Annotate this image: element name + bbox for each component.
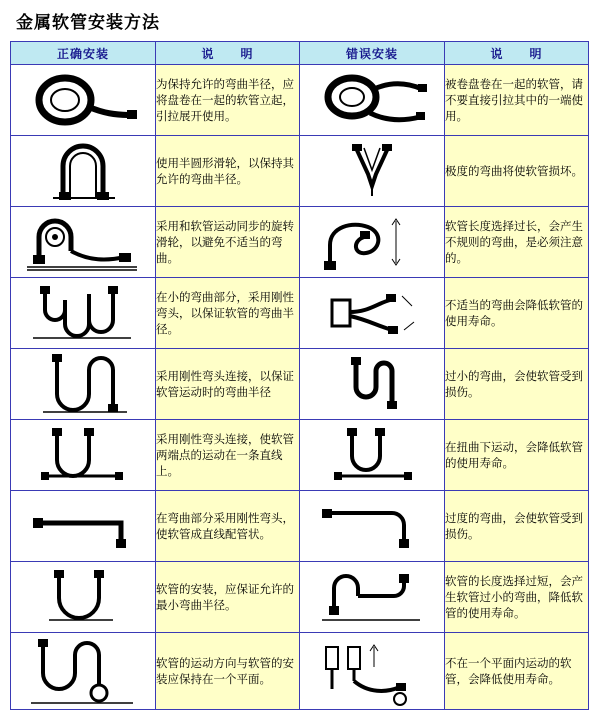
wrong-figure-cell xyxy=(300,278,445,349)
over-bending-figure xyxy=(308,499,436,553)
correct-figure-cell xyxy=(11,491,156,562)
wrong-description: 极度的弯曲将使软管损坏。 xyxy=(445,136,589,207)
table-row xyxy=(11,136,589,207)
installation-methods-table xyxy=(10,41,589,710)
wrong-description: 过度的弯曲，会使软管受到损伤。 xyxy=(445,491,589,562)
rigid-bend-small-radius-figure xyxy=(19,280,147,346)
table-row xyxy=(11,349,589,420)
header-correct-description: 说 明 xyxy=(156,42,300,65)
correct-figure-cell xyxy=(11,349,156,420)
wrong-figure-cell xyxy=(300,562,445,633)
header-wrong-description: 说 明 xyxy=(445,42,589,65)
rigid-elbow-connection-figure xyxy=(23,350,143,418)
header-wrong-installation: 错误安装 xyxy=(300,42,445,65)
semicircular-sheave-figure xyxy=(23,140,143,202)
wrong-description: 软管长度选择过长，会产生不规则的弯曲，是必须注意的。 xyxy=(445,207,589,278)
correct-figure-cell xyxy=(11,65,156,136)
correct-description: 在小的弯曲部分，采用刚性弯头，以保证软管的弯曲半径。 xyxy=(156,278,300,349)
twisting-motion-figure xyxy=(312,424,432,486)
correct-description: 采用刚性弯头连接，以保证软管运动时的弯曲半径 xyxy=(156,349,300,420)
correct-figure-cell xyxy=(11,207,156,278)
wrong-description: 过小的弯曲，会使软管受到损伤。 xyxy=(445,349,589,420)
wrong-figure-cell xyxy=(300,349,445,420)
coiled-hose-standing-figure xyxy=(23,69,143,131)
correct-description: 为保持允许的弯曲半径，应将盘卷在一起的软管立起，引拉展开使用。 xyxy=(156,65,300,136)
table-header-row xyxy=(11,42,589,65)
correct-description: 软管的安装，应保证允许的最小弯曲半径。 xyxy=(156,562,300,633)
table-row xyxy=(11,65,589,136)
wrong-figure-cell xyxy=(300,65,445,136)
table-row xyxy=(11,207,589,278)
too-small-bend-figure xyxy=(312,353,432,415)
table-row xyxy=(11,420,589,491)
correct-figure-cell xyxy=(11,420,156,491)
rigid-elbow-straight-line-figure xyxy=(23,424,143,486)
wrong-figure-cell xyxy=(300,491,445,562)
sharp-bend-hose-figure xyxy=(312,140,432,202)
wrong-figure-cell xyxy=(300,136,445,207)
minimum-bend-radius-install-figure xyxy=(23,566,143,628)
too-long-hose-small-bend-figure xyxy=(308,566,436,628)
correct-figure-cell xyxy=(11,562,156,633)
correct-description: 使用半圆形滑轮，以保持其允许的弯曲半径。 xyxy=(156,136,300,207)
straight-pipe-with-elbow-figure xyxy=(19,499,147,553)
wrong-description: 软管的长度选择过短，会产生软管过小的弯曲，降低软管的使用寿命。 xyxy=(445,562,589,633)
wrong-figure-cell xyxy=(300,420,445,491)
rotating-sheave-chain-figure xyxy=(19,211,147,273)
table-row xyxy=(11,278,589,349)
correct-figure-cell xyxy=(11,136,156,207)
table-row xyxy=(11,562,589,633)
page-title: 金属软管安装方法 xyxy=(16,13,160,33)
wrong-description: 被卷盘卷在一起的软管，请不要直接引拉其中的一端使用。 xyxy=(445,65,589,136)
table-body xyxy=(11,65,589,710)
coiled-hose-pulled-figure xyxy=(312,69,432,131)
wrong-description: 不适当的弯曲会降低软管的使用寿命。 xyxy=(445,278,589,349)
wrong-figure-cell xyxy=(300,207,445,278)
table-row xyxy=(11,491,589,562)
header-correct-installation: 正确安装 xyxy=(11,42,156,65)
long-hose-irregular-bend-figure xyxy=(308,211,436,273)
correct-description: 采用和软管运动同步的旋转滑轮，以避免不适当的弯曲。 xyxy=(156,207,300,278)
correct-description: 软管的运动方向与软管的安装应保持在一个平面。 xyxy=(156,633,300,710)
wrong-description: 不在一个平面内运动的软管，会降低使用寿命。 xyxy=(445,633,589,710)
correct-description: 采用刚性弯头连接，使软管两端点的运动在一条直线上。 xyxy=(156,420,300,491)
table-header xyxy=(11,42,589,65)
wrong-description: 在扭曲下运动，会降低软管的使用寿命。 xyxy=(445,420,589,491)
correct-description: 在弯曲部分采用刚性弯头，使软管成直线配管状。 xyxy=(156,491,300,562)
correct-figure-cell xyxy=(11,278,156,349)
improper-bend-figure xyxy=(312,282,432,344)
